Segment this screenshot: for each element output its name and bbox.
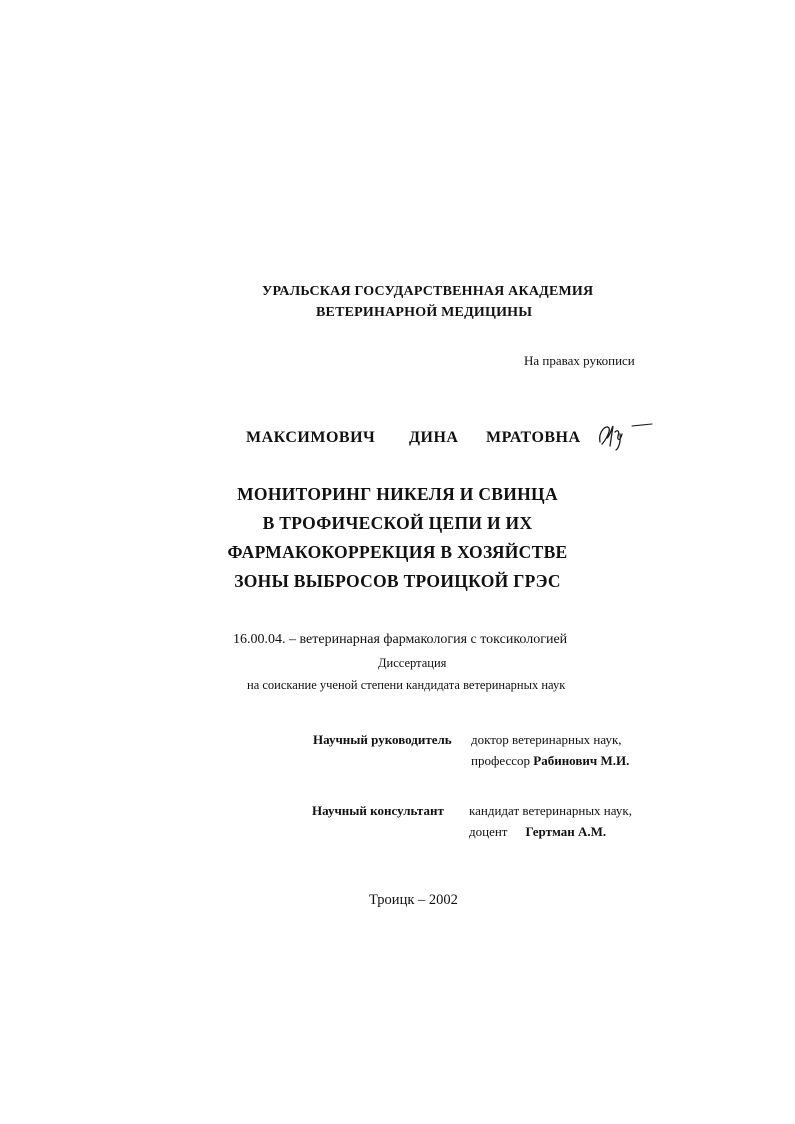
author-patronymic: МРАТОВНА xyxy=(486,429,581,446)
institution-line-2: ВЕТЕРИНАРНОЙ МЕДИЦИНЫ xyxy=(316,305,533,320)
consultant-name: Гертман А.М. xyxy=(525,824,607,839)
consultant-degree: кандидат ветеринарных наук, xyxy=(469,803,632,818)
title-line-3: ФАРМАКОКОРРЕКЦИЯ В ХОЗЯЙСТВЕ xyxy=(227,542,568,562)
title-line-1: МОНИТОРИНГ НИКЕЛЯ И СВИНЦА xyxy=(237,484,558,504)
author-surname: МАКСИМОВИЧ xyxy=(246,429,376,446)
consultant-title xyxy=(469,824,606,840)
supervisor-name: Рабинович М.И. xyxy=(533,753,630,768)
supervisor-label: Научный руководитель xyxy=(313,732,452,747)
author-first-name: ДИНА xyxy=(409,429,459,446)
specialty: 16.00.04. – ветеринарная фармакология с токсикологией xyxy=(233,632,568,647)
title-line-2: В ТРОФИЧЕСКОЙ ЦЕПИ И ИХ xyxy=(262,513,533,533)
institution-line-1: УРАЛЬСКАЯ ГОСУДАРСТВЕННАЯ АКАДЕМИЯ xyxy=(262,284,594,299)
supervisor-title xyxy=(471,753,629,769)
consultant-rank: доцент xyxy=(469,824,508,839)
rights-note: На правах рукописи xyxy=(524,353,635,368)
title-line-4: ЗОНЫ ВЫБРОСОВ ТРОИЦКОЙ ГРЭС xyxy=(234,571,561,591)
degree-line: на соискание ученой степени кандидата ветеринарных наук xyxy=(247,678,566,692)
doc-type: Диссертация xyxy=(378,656,447,670)
supervisor-degree: доктор ветеринарных наук, xyxy=(471,732,622,747)
consultant-label: Научный консультант xyxy=(312,803,444,818)
supervisor-rank: профессор xyxy=(471,753,531,768)
signature-icon xyxy=(596,418,656,452)
place-year: Троицк – 2002 xyxy=(369,892,458,908)
